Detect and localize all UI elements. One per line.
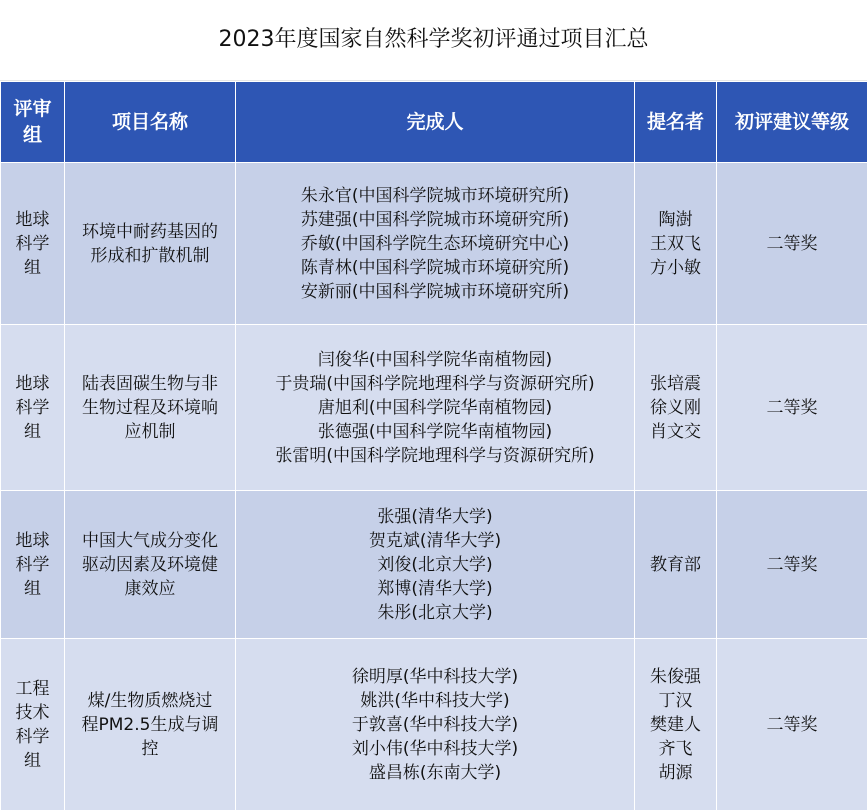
project-cell: 中国大气成分变化 驱动因素及环境健 康效应 (65, 491, 236, 639)
table-row (1, 491, 867, 639)
nominator-cell: 教育部 (635, 491, 717, 639)
header-nominator: 提名者 (635, 82, 717, 163)
document-title: 2023年度国家自然科学奖初评通过项目汇总 (0, 0, 867, 81)
people-cell: 闫俊华(中国科学院华南植物园) 于贵瑞(中国科学院地理科学与资源研究所) 唐旭利(中国科学院华南植物园) 张德强(中国科学院华南植物园) 张雷明(中国科学院地理科学与资源研究所) (236, 325, 635, 491)
table-row (1, 639, 867, 811)
header-row (1, 82, 867, 163)
level-cell: 二等奖 (717, 491, 867, 639)
awards-table (0, 81, 867, 811)
header-group: 评审 组 (1, 82, 65, 163)
group-cell: 工程 技术 科学 组 (1, 639, 65, 811)
header-people: 完成人 (236, 82, 635, 163)
nominator-cell: 朱俊强 丁汉 樊建人 齐飞 胡源 (635, 639, 717, 811)
people-cell: 朱永官(中国科学院城市环境研究所) 苏建强(中国科学院城市环境研究所) 乔敏(中国科学院生态环境研究中心) 陈青林(中国科学院城市环境研究所) 安新丽(中国科学院城市环境研究所) (236, 163, 635, 325)
people-cell: 张强(清华大学) 贺克斌(清华大学) 刘俊(北京大学) 郑博(清华大学) 朱彤(北京大学) (236, 491, 635, 639)
table-row (1, 325, 867, 491)
project-cell: 陆表固碳生物与非 生物过程及环境响 应机制 (65, 325, 236, 491)
level-cell: 二等奖 (717, 163, 867, 325)
group-cell: 地球 科学 组 (1, 325, 65, 491)
nominator-cell: 陶澍 王双飞 方小敏 (635, 163, 717, 325)
table-row (1, 163, 867, 325)
project-cell: 煤/生物质燃烧过 程PM2.5生成与调 控 (65, 639, 236, 811)
level-cell: 二等奖 (717, 639, 867, 811)
people-cell: 徐明厚(华中科技大学) 姚洪(华中科技大学) 于敦喜(华中科技大学) 刘小伟(华中科技大学) 盛昌栋(东南大学) (236, 639, 635, 811)
project-cell: 环境中耐药基因的 形成和扩散机制 (65, 163, 236, 325)
header-project: 项目名称 (65, 82, 236, 163)
nominator-cell: 张培震 徐义刚 肖文交 (635, 325, 717, 491)
group-cell: 地球 科学 组 (1, 491, 65, 639)
level-cell: 二等奖 (717, 325, 867, 491)
group-cell: 地球 科学 组 (1, 163, 65, 325)
header-level: 初评建议等级 (717, 82, 867, 163)
